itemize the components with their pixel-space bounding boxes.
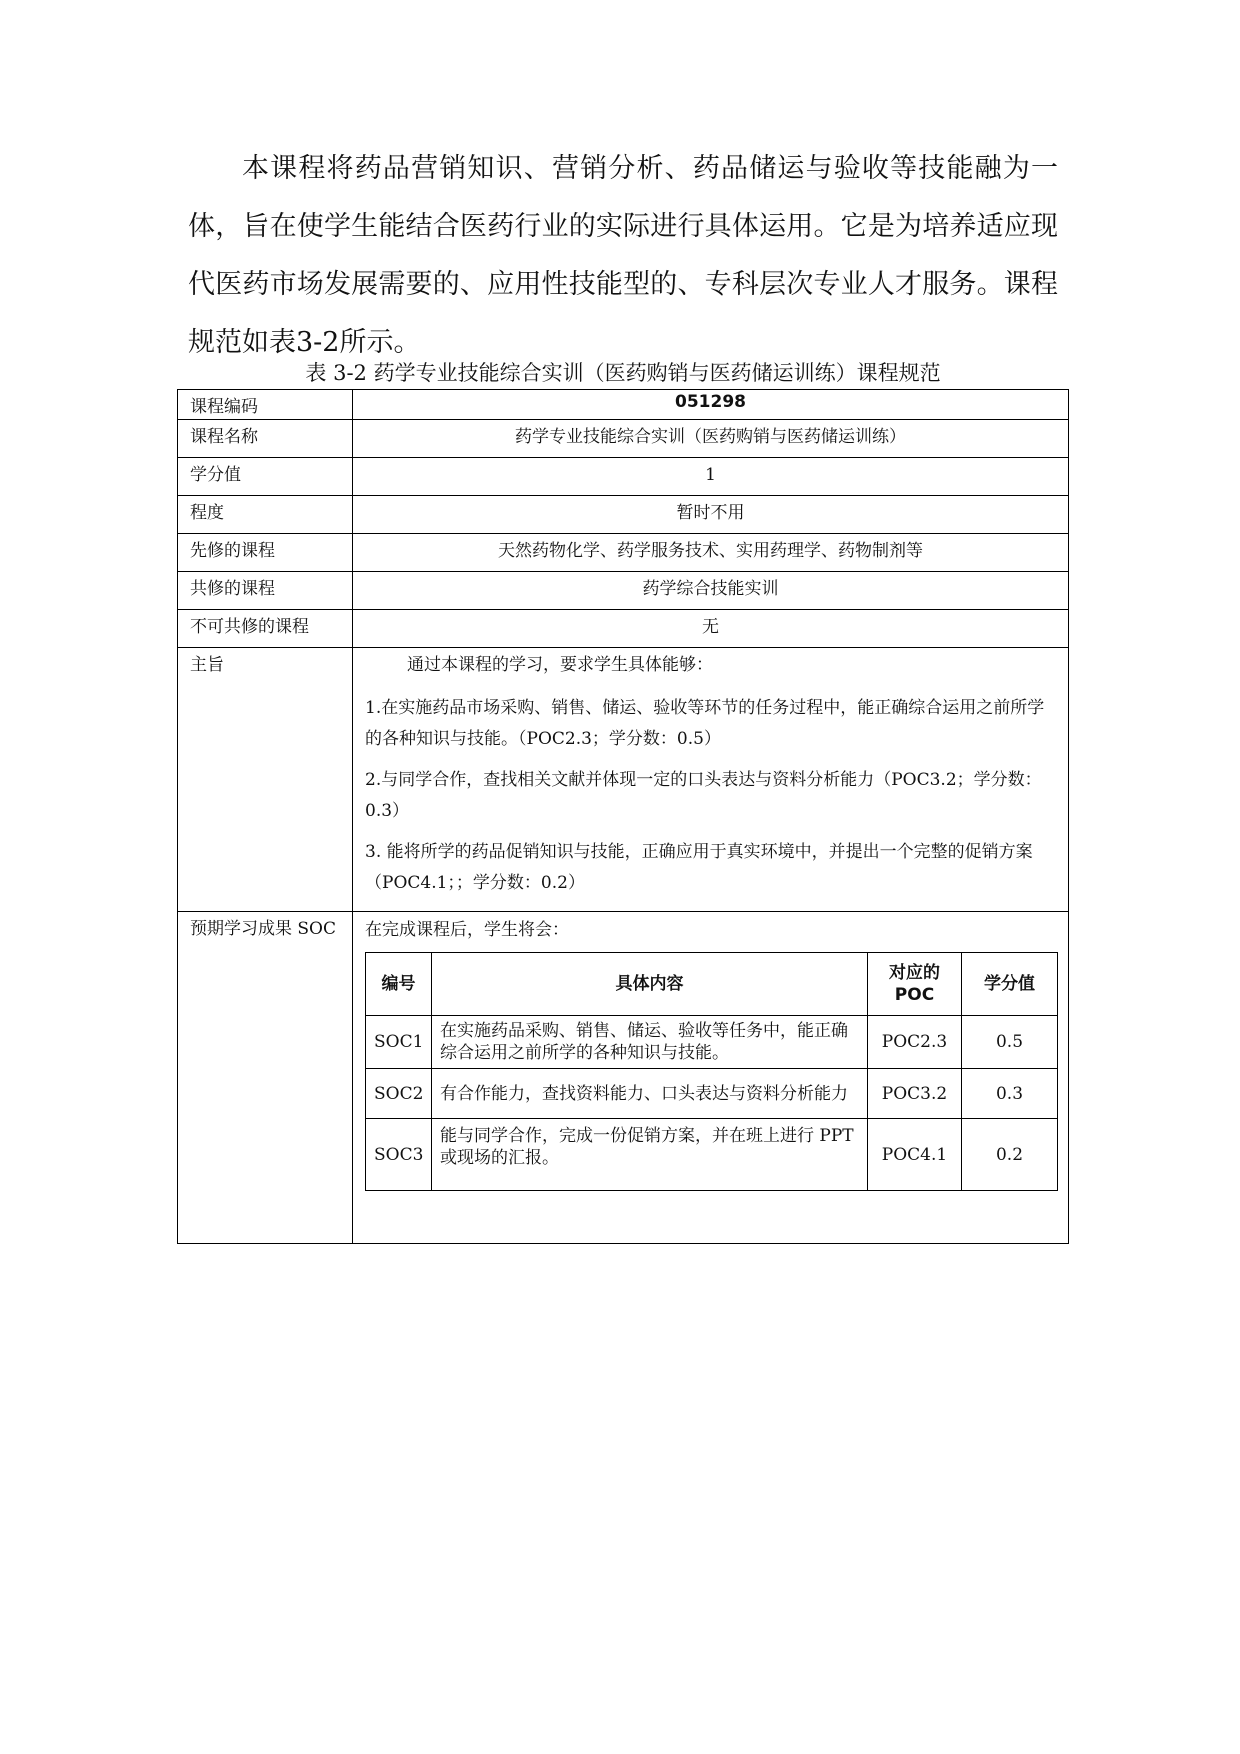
soc-row-poc: POC4.1 [868,1119,962,1191]
row-credit [178,458,1069,496]
exclusive-value: 无 [353,610,1069,648]
soc-header-credit: 学分值 [962,953,1058,1016]
soc-header-row [366,953,1058,1016]
aim-content [353,648,1069,912]
soc-row-poc: POC2.3 [868,1016,962,1069]
prerequisite-label: 先修的课程 [178,534,353,572]
row-course-code [178,390,1069,420]
soc-row-content: 有合作能力，查找资料能力、口头表达与资料分析能力 [432,1069,868,1119]
soc-row-poc: POC3.2 [868,1069,962,1119]
soc-row-credit: 0.3 [962,1069,1058,1119]
credit-value: 1 [353,458,1069,496]
corequisite-value: 药学综合技能实训 [353,572,1069,610]
aim-item-2: 2.与同学合作，查找相关文献并体现一定的口头表达与资料分析能力（POC3.2；学分数：0.3） [365,770,1042,821]
course-code-value: 051298 [353,390,1069,420]
course-name-value: 药学专业技能综合实训（医药购销与医药储运训练） [353,420,1069,458]
soc-row-id: SOC1 [366,1016,432,1069]
level-label: 程度 [178,496,353,534]
course-code-label: 课程编码 [178,390,353,420]
table-caption: 表 3-2 药学专业技能综合实训（医药购销与医药储运训练）课程规范 [305,361,941,385]
soc-header-poc: 对应的POC [868,953,962,1016]
level-value: 暂时不用 [353,496,1069,534]
soc-table [365,952,1058,1191]
soc-header-id: 编号 [366,953,432,1016]
aim-item-3: 3. 能将所学的药品促销知识与技能，正确应用于真实环境中，并提出一个完整的促销方案（POC4.1；；学分数：0.2） [365,842,1033,893]
row-course-name [178,420,1069,458]
row-corequisite [178,572,1069,610]
soc-lead: 在完成课程后，学生将会： [365,920,569,940]
aim-lead: 通过本课程的学习，要求学生具体能够： [407,655,713,675]
soc-label: 预期学习成果 SOC [178,912,353,1244]
soc-header-content: 具体内容 [432,953,868,1016]
credit-label: 学分值 [178,458,353,496]
soc-row-credit: 0.5 [962,1016,1058,1069]
soc-row [366,1016,1058,1069]
exclusive-label: 不可共修的课程 [178,610,353,648]
soc-row-credit: 0.2 [962,1119,1058,1191]
soc-row-id: SOC3 [366,1119,432,1191]
row-soc [178,912,1069,1244]
soc-bottom-space [365,1197,1056,1241]
soc-row-id: SOC2 [366,1069,432,1119]
row-exclusive [178,610,1069,648]
aim-item-1: 1.在实施药品市场采购、销售、储运、验收等环节的任务过程中，能正确综合运用之前所学的各种知识与技能。（POC2.3；学分数：0.5） [365,698,1045,749]
course-spec-table [177,389,1069,1244]
course-name-label: 课程名称 [178,420,353,458]
prerequisite-value: 天然药物化学、药学服务技术、实用药理学、药物制剂等 [353,534,1069,572]
soc-row-content: 能与同学合作，完成一份促销方案，并在班上进行 PPT 或现场的汇报。 [432,1119,868,1191]
row-level [178,496,1069,534]
soc-row-content: 在实施药品采购、销售、储运、验收等任务中，能正确综合运用之前所学的各种知识与技能。 [432,1016,868,1069]
row-prerequisite [178,534,1069,572]
row-aim [178,648,1069,912]
aim-label: 主旨 [178,648,353,912]
soc-row [366,1069,1058,1119]
intro-paragraph: 本课程将药品营销知识、营销分析、药品储运与验收等技能融为一体，旨在使学生能结合医药行业的实际进行具体运用。它是为培养适应现代医药市场发展需要的、应用性技能型的、专科层次专业人才服务。课程规范如表3-2所示。 [188,153,1058,358]
soc-row [366,1119,1058,1191]
corequisite-label: 共修的课程 [178,572,353,610]
soc-content [353,912,1069,1244]
